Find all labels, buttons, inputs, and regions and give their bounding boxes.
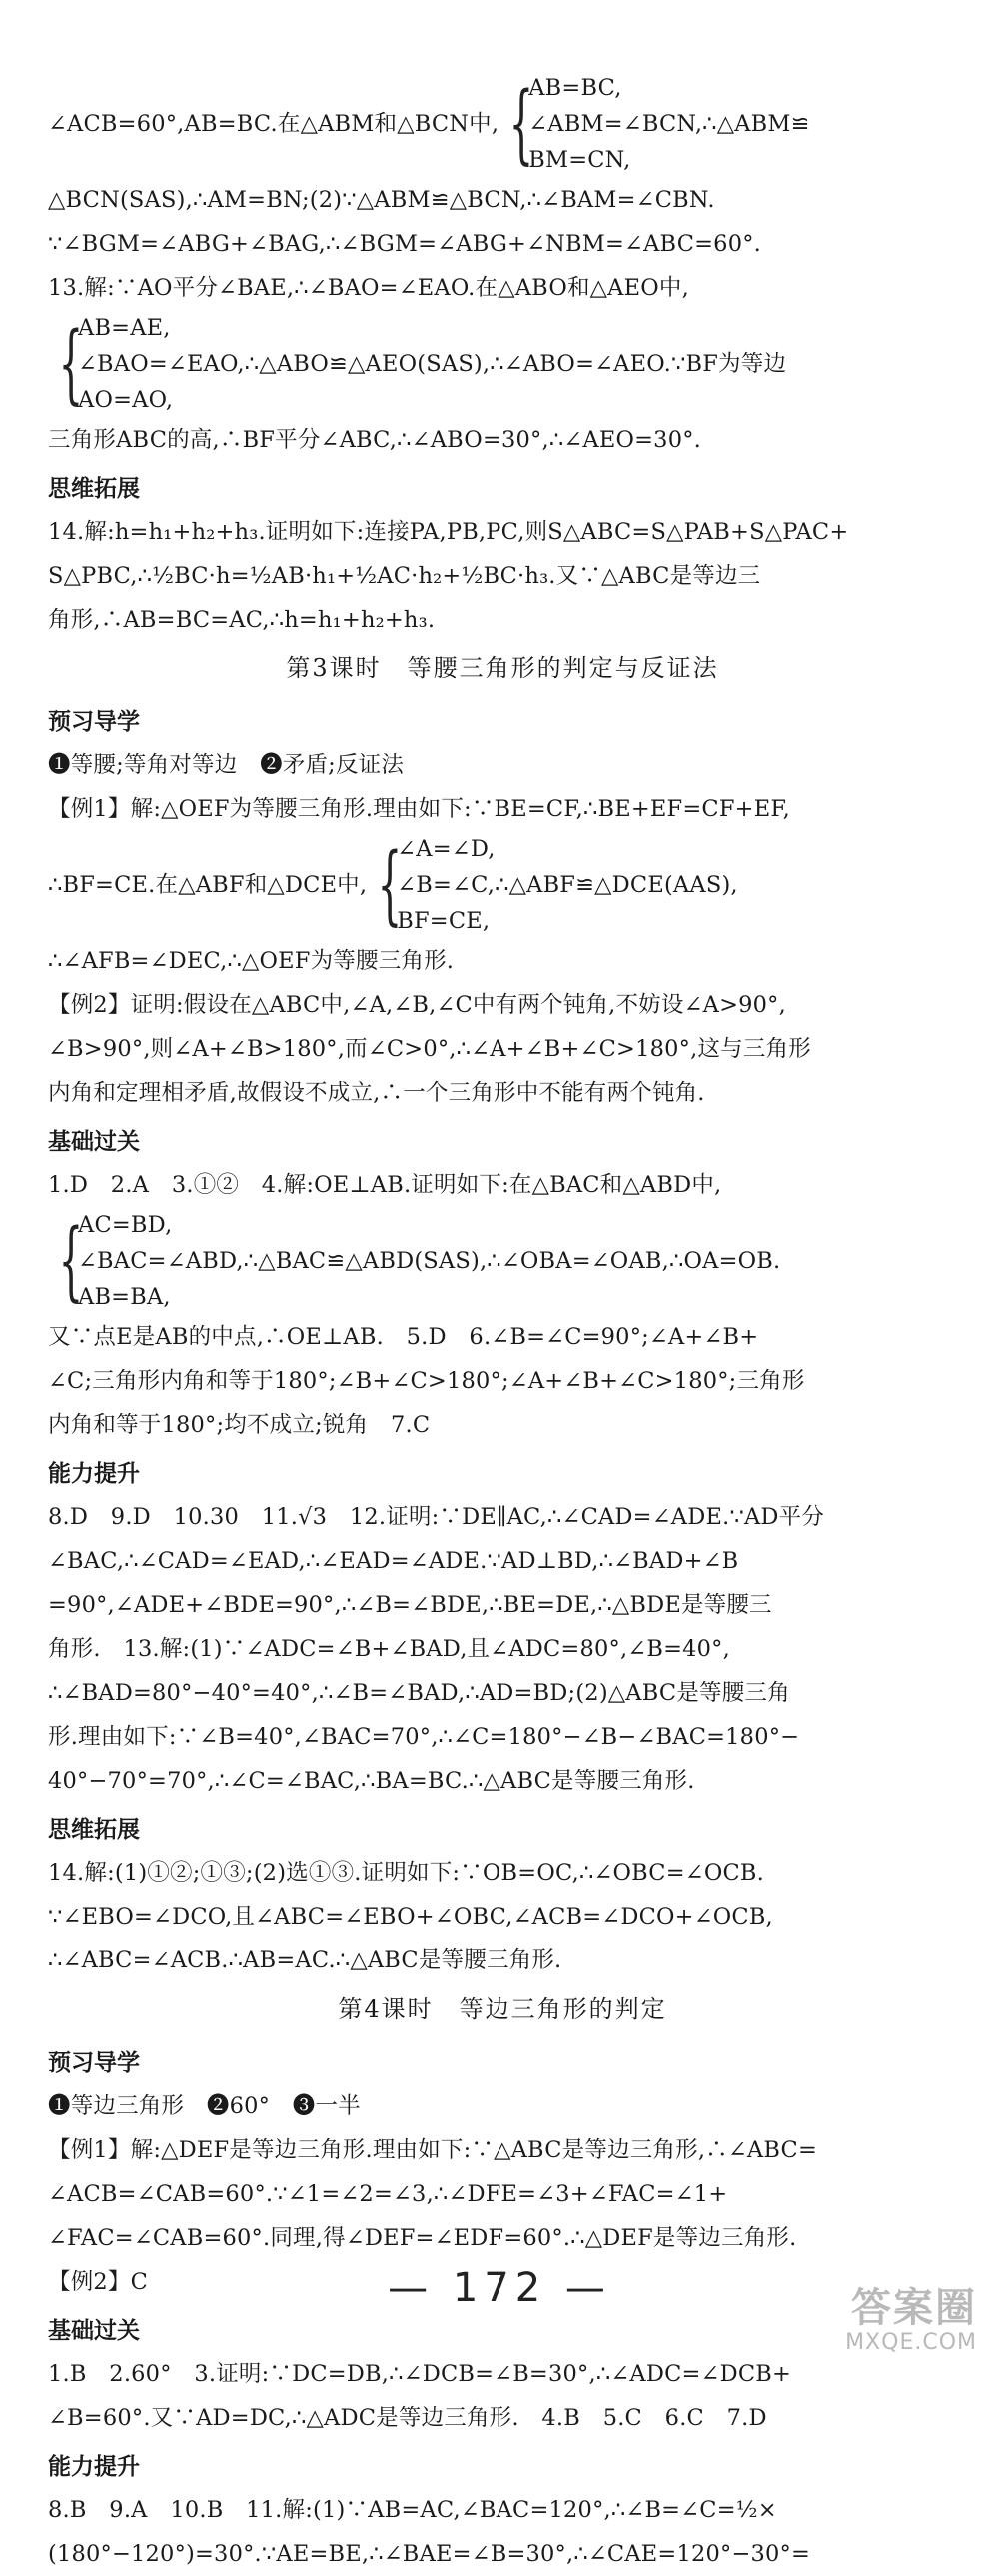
system-row: AB=BC, <box>528 75 622 101</box>
text-line: 1.B 2.60° 3.证明:∵DC=DB,∴∠DCB=∠B=30°,∴∠ADC=∠DCB+ <box>48 2361 792 2387</box>
text-line: 8.D 9.D 10.30 11.√3 12.证明:∵DE∥AC,∴∠CAD=∠ADE.∵AD平分 <box>48 1504 825 1530</box>
text-line: ∵∠BGM=∠ABG+∠BAG,∴∠BGM=∠ABG+∠NBM=∠ABC=60°. <box>48 231 762 257</box>
text-line: 又∵点E是AB的中点,∴OE⊥AB. 5.D 6.∠B=∠C=90°;∠A+∠B+ <box>48 1324 759 1350</box>
system-row: ∠A=∠D, <box>397 836 496 862</box>
left-brace: { <box>58 314 84 414</box>
system-row: AB=BA, <box>78 1284 171 1310</box>
equation-line <box>48 1207 957 1315</box>
text-line: ∠B=60°.又∵AD=DC,∴△ADC是等边三角形. 4.B 5.C 6.C 7.D <box>48 2405 767 2431</box>
text-line: 形.理由如下:∵∠B=40°,∠BAC=70°,∴∠C=180°−∠B−∠BAC=180°− <box>48 1724 800 1750</box>
text-line: 【例1】解:△OEF为等腰三角形.理由如下:∵BE=CF,∴BE+EF=CF+EF, <box>48 796 790 822</box>
text-line: ❶等边三角形 ❷60° ❸一半 <box>48 2093 361 2119</box>
text-line: 【例2】C <box>48 2269 149 2295</box>
system-row: BM=CN, <box>528 147 631 173</box>
text-line: 角形. 13.解:(1)∵∠ADC=∠B+∠BAD,且∠ADC=80°,∠B=40°, <box>48 1636 730 1662</box>
text-line: =90°,∠ADE+∠BDE=90°,∴∠B=∠BDE,∴BE=DE,∴△BDE是等腰三 <box>48 1592 772 1618</box>
text-line: ∴∠ABC=∠ACB.∴AB=AC.∴△ABC是等腰三角形. <box>48 1947 562 1973</box>
text-line: △BCN(SAS),∴AM=BN;(2)∵△ABM≌△BCN,∴∠BAM=∠CBN. <box>48 187 715 213</box>
lesson-title: 第3课时 等腰三角形的判定与反证法 <box>286 654 719 682</box>
text-line: ∠BAC,∴∠CAD=∠EAD,∴∠EAD=∠ADE.∵AD⊥BD,∴∠BAD+∠B <box>48 1548 739 1574</box>
text-line: 【例1】解:△DEF是等边三角形.理由如下:∵△ABC是等边三角形,∴∠ABC= <box>48 2137 818 2163</box>
equation-system <box>397 831 738 939</box>
text-line: 【例2】证明:假设在△ABC中,∠A,∠B,∠C中有两个钝角,不妨设∠A>90°, <box>48 992 786 1018</box>
section-heading: 能力提升 <box>48 1461 140 1487</box>
equation-system <box>78 1207 780 1315</box>
text-line: 内角和等于180°;均不成立;锐角 7.C <box>48 1412 431 1438</box>
text-line: S△PBC,∴½BC·h=½AB·h₁+½AC·h₂+½BC·h₃.又∵△ABC是等边三 <box>48 563 761 589</box>
section-heading: 基础过关 <box>48 1129 140 1155</box>
text-line: ∠B>90°,则∠A+∠B>180°,而∠C>0°,∴∠A+∠B+∠C>180°,这与三角形 <box>48 1036 811 1062</box>
section-heading: 基础过关 <box>48 2318 140 2344</box>
system-row: ∠BAO=∠EAO,∴△ABO≌△AEO(SAS),∴∠ABO=∠AEO.∵BF为等边 <box>78 351 787 377</box>
text-line: ∵∠EBO=∠DCO,且∠ABC=∠EBO+∠OBC,∠ACB=∠DCO+∠OCB, <box>48 1904 773 1930</box>
equation-line <box>48 310 957 418</box>
lesson-title: 第4课时 等边三角形的判定 <box>338 1995 667 2023</box>
system-row: ∠ABM=∠BCN,∴△ABM≌ <box>528 111 810 137</box>
equation-system <box>528 70 809 178</box>
text-line: 14.解:(1)①②;①③;(2)选①③.证明如下:∵OB=OC,∴∠OBC=∠OCB. <box>48 1860 764 1886</box>
text-line: ∠ACB=60°,AB=BC.在△ABM和△BCN中, <box>48 111 500 137</box>
watermark-text: 答案圈 <box>851 2285 977 2331</box>
system-row: ∠B=∠C,∴△ABF≌△DCE(AAS), <box>397 872 738 898</box>
left-brace: { <box>377 835 403 935</box>
text-line: ∴BF=CE.在△ABF和△DCE中, <box>48 872 368 898</box>
section-heading: 能力提升 <box>48 2454 140 2480</box>
left-brace: { <box>58 1211 84 1311</box>
watermark-logo <box>777 2286 977 2360</box>
system-row: AC=BD, <box>78 1212 173 1238</box>
text-line: (180°−120°)=30°.∵AE=BE,∴∠BAE=∠B=30°,∴∠CAE=120°−30°= <box>48 2541 811 2567</box>
section-heading: 思维拓展 <box>48 1817 140 1843</box>
system-row: BF=CE, <box>397 908 491 934</box>
section-heading: 预习导学 <box>48 709 140 735</box>
equation-line <box>48 831 957 939</box>
text-line: 40°−70°=70°,∴∠C=∠BAC,∴BA=BC.∴△ABC是等腰三角形. <box>48 1768 695 1794</box>
section-heading: 思维拓展 <box>48 476 140 502</box>
system-row: AB=AE, <box>78 315 171 341</box>
text-line: ❶等腰;等角对等边 ❷矛盾;反证法 <box>48 752 405 778</box>
text-line: 内角和定理相矛盾,故假设不成立,∴一个三角形中不能有两个钝角. <box>48 1080 705 1106</box>
watermark-url: MXQE.COM <box>845 2330 977 2355</box>
system-row: ∠BAC=∠ABD,∴△BAC≌△ABD(SAS),∴∠OBA=∠OAB,∴OA=OB. <box>78 1248 781 1274</box>
text-line: 1.D 2.A 3.①② 4.解:OE⊥AB.证明如下:在△BAC和△ABD中, <box>48 1172 722 1198</box>
left-brace: { <box>508 74 534 174</box>
text-line: ∠FAC=∠CAB=60°.同理,得∠DEF=∠EDF=60°.∴△DEF是等边三角形. <box>48 2225 797 2251</box>
text-line: ∴∠AFB=∠DEC,∴△OEF为等腰三角形. <box>48 948 455 974</box>
text-line: 14.解:h=h₁+h₂+h₃.证明如下:连接PA,PB,PC,则S△ABC=S△PAB+S△PAC+ <box>48 519 849 545</box>
page-number: — 172 — <box>388 2265 611 2311</box>
text-line: 角形,∴AB=BC=AC,∴h=h₁+h₂+h₃. <box>48 607 436 633</box>
text-line: ∠ACB=∠CAB=60°.∵∠1=∠2=∠3,∴∠DFE=∠3+∠FAC=∠1+ <box>48 2181 728 2207</box>
text-line: 三角形ABC的高,∴BF平分∠ABC,∴∠ABO=30°,∴∠AEO=30°. <box>48 427 702 453</box>
section-heading: 预习导学 <box>48 2050 140 2076</box>
text-line: ∠C;三角形内角和等于180°;∠B+∠C>180°;∠A+∠B+∠C>180°;三角形 <box>48 1368 805 1394</box>
equation-line <box>48 70 957 178</box>
text-line: 8.B 9.A 10.B 11.解:(1)∵AB=AC,∠BAC=120°,∴∠B=∠C=½× <box>48 2497 777 2523</box>
equation-system <box>78 310 786 418</box>
system-row: AO=AO, <box>78 387 174 413</box>
text-line: 13.解:∵AO平分∠BAE,∴∠BAO=∠EAO.在△ABO和△AEO中, <box>48 275 689 301</box>
answer-text-body <box>48 70 957 2576</box>
text-line: ∴∠BAD=80°−40°=40°,∴∠B=∠BAD,∴AD=BD;(2)△ABC是等腰三角 <box>48 1680 790 1706</box>
